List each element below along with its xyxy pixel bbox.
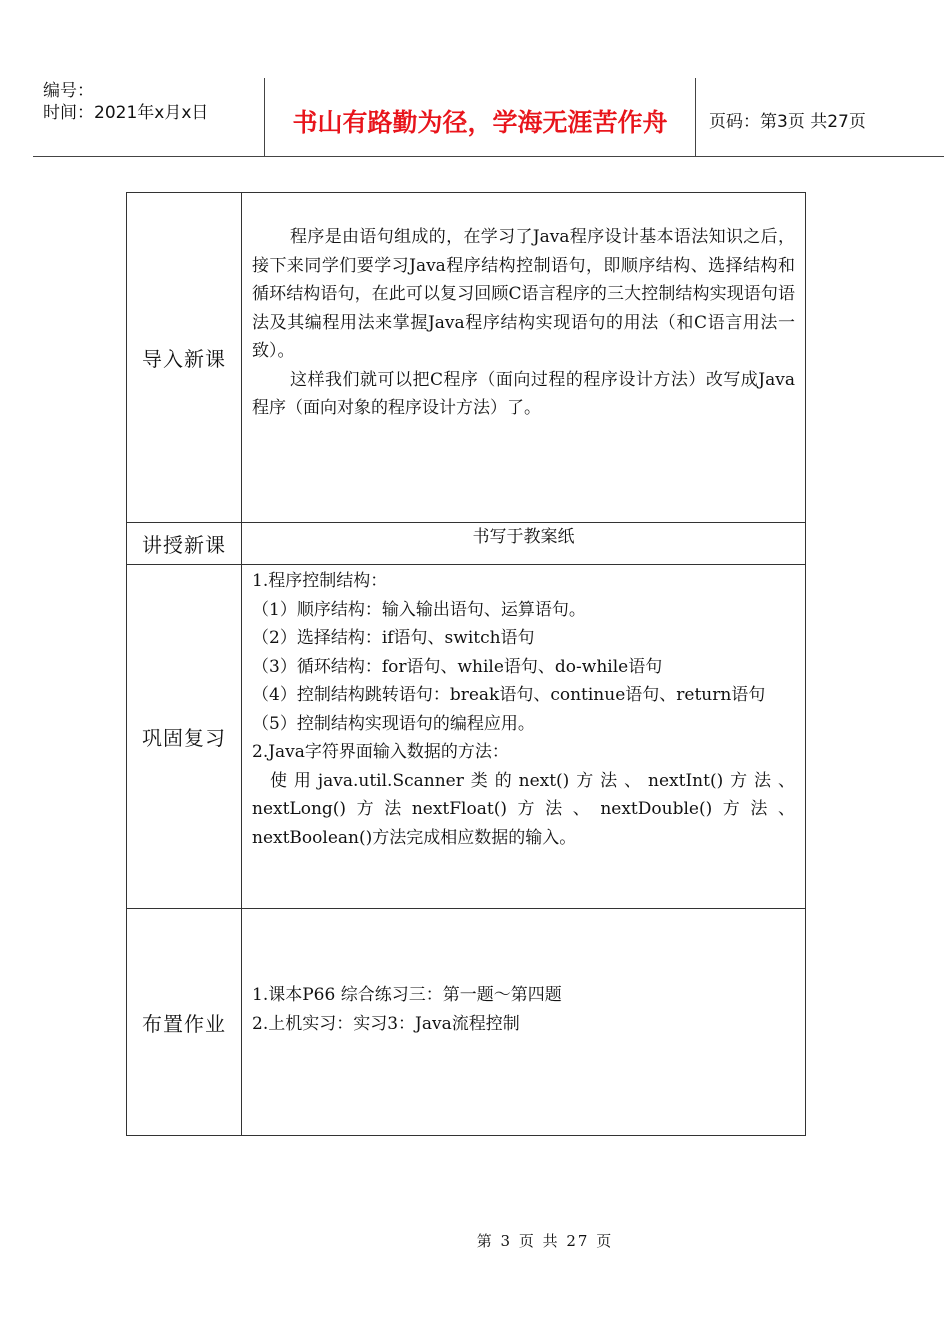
intro-paragraph: 这样我们就可以把C程序（面向过程的程序设计方法）改写成Java程序（面向对象的程序设计方法）了。 [252, 369, 795, 418]
table-row [127, 523, 806, 565]
row-label: 巩固复习 [127, 565, 242, 909]
review-line: （3）循环结构：for语句、while语句、do-while语句 [252, 656, 663, 677]
header-page-info: 页码：第3页 共27页 [709, 112, 866, 132]
time-label: 时间：2021年x月x日 [43, 103, 209, 123]
page-footer: 第 3 页 共 27 页 [476, 1232, 614, 1250]
homework-line: 2.上机实习：实习3：Java流程控制 [252, 1013, 520, 1034]
review-line: 使用java.util.Scanner类的next()方法、nextInt()方法、nextLong()方法nextFloat()方法、nextDouble()方法、nextBoolean()方法完成相应数据的输入。 [252, 770, 795, 848]
review-line: （5）控制结构实现语句的编程应用。 [252, 713, 535, 734]
homework-cell [242, 909, 806, 1136]
header-meta [43, 80, 208, 124]
lecture-note: 书写于教案纸 [242, 523, 806, 565]
intro-paragraph: 程序是由语句组成的，在学习了Java程序设计基本语法知识之后，接下来同学们要学习Java程序结构控制语句，即顺序结构、选择结构和循环结构语句，在此可以复习回顾C语言程序的三大控制结构实现语句语法及其编程用法来掌握Java程序结构实现语句的用法（和C语言用法一致）。 [252, 227, 795, 361]
row-label: 布置作业 [127, 909, 242, 1136]
code-label: 编号： [43, 81, 94, 101]
review-line: （4）控制结构跳转语句：break语句、continue语句、return语句 [252, 685, 766, 705]
row-label: 导入新课 [127, 193, 242, 523]
homework-line: 1.课本P66 综合练习三：第一题～第四题 [252, 985, 562, 1005]
review-line: （1）顺序结构：输入输出语句、运算语句。 [252, 599, 586, 620]
intro-cell [242, 193, 806, 523]
lesson-plan-table [126, 192, 806, 1136]
table-row [127, 565, 806, 909]
review-line: 2.Java字符界面输入数据的方法： [252, 742, 509, 762]
page-header [33, 78, 944, 157]
review-line: （2）选择结构：if语句、switch语句 [252, 628, 535, 648]
table-row [127, 909, 806, 1136]
header-divider [695, 78, 696, 156]
review-cell [242, 565, 806, 909]
review-line: 1.程序控制结构： [252, 571, 388, 591]
header-motto: 书山有路勤为径，学海无涯苦作舟 [292, 108, 668, 137]
table-row [127, 193, 806, 523]
row-label: 讲授新课 [127, 523, 242, 565]
